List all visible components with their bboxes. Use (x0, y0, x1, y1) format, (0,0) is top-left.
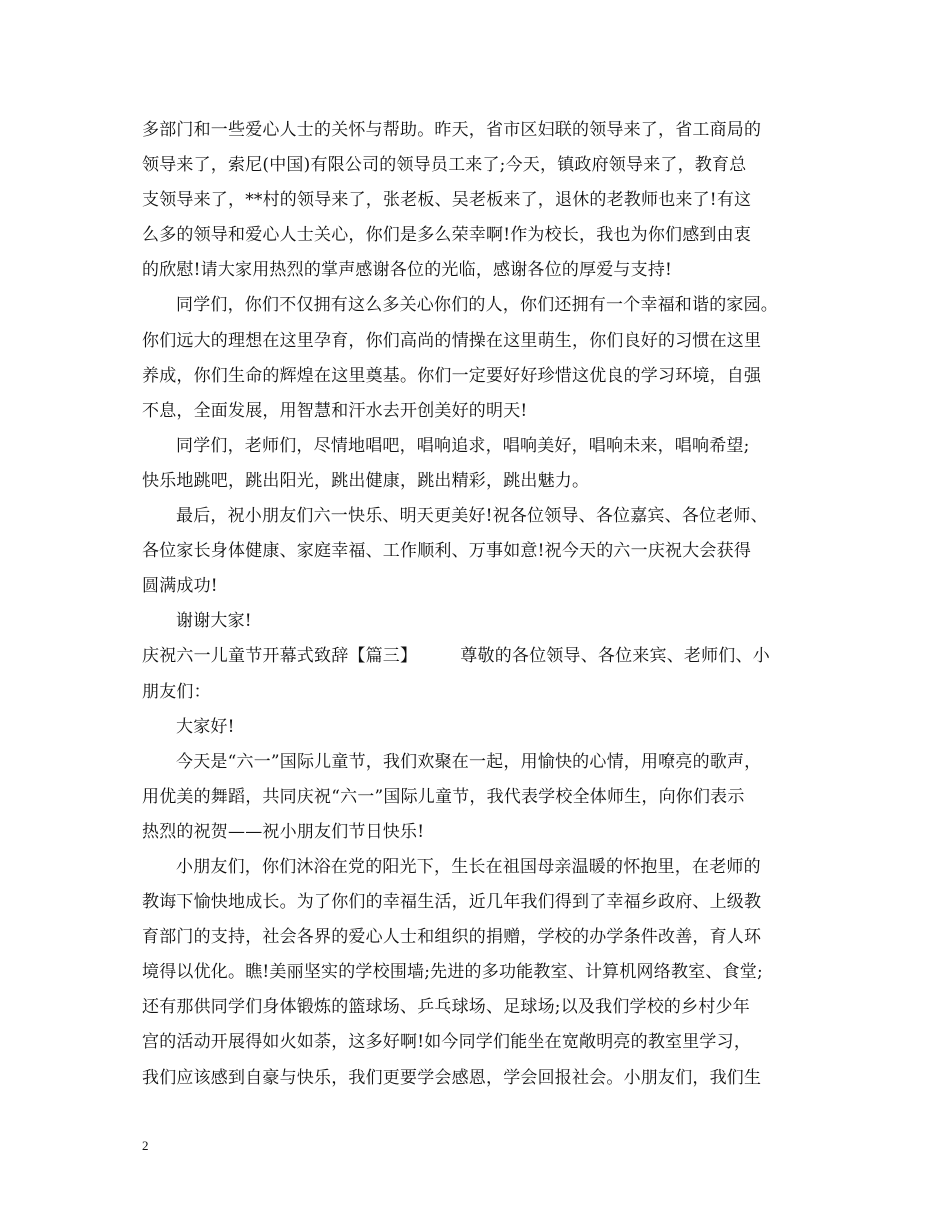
text-line: 同学们，老师们，尽情地唱吧，唱响追求，唱响美好，唱响未来，唱响希望; (176, 435, 750, 456)
text-line: 么多的领导和爱心人士关心，你们是多么荣幸啊!作为校长，我也为你们感到由衷 (142, 225, 752, 246)
text-line: 朋友们： (142, 681, 211, 702)
text-line: 的欣慰!请大家用热烈的掌声感谢各位的光临，感谢各位的厚爱与支持! (142, 260, 673, 281)
document-body (142, 113, 842, 1096)
text-line: 支领导来了，**村的领导来了，张老板、吴老板来了，退休的老教师也来了!有这 (142, 190, 752, 211)
text-line: 圆满成功! (142, 576, 218, 597)
text-line: 最后，祝小朋友们六一快乐、明天更美好!祝各位领导、各位嘉宾、各位老师、 (176, 506, 768, 527)
text-line: 教诲下愉快地成长。为了你们的幸福生活，近几年我们得到了幸福乡政府、上级教 (142, 892, 762, 913)
text-line: 养成，你们生命的辉煌在这里奠基。你们一定要好好珍惜这优良的学习环境，自强 (142, 365, 762, 386)
text-line: 多部门和一些爱心人士的关怀与帮助。昨天，省市区妇联的领导来了，省工商局的 (142, 120, 762, 140)
text-line: 境得以优化。瞧!美丽坚实的学校围墙;先进的多功能教室、计算机网络教室、食堂; (142, 962, 763, 983)
text-line: 各位家长身体健康、家庭幸福、工作顺利、万事如意!祝今天的六一庆祝大会获得 (142, 541, 752, 562)
text-line: 热烈的祝贺——祝小朋友们节日快乐! (142, 821, 425, 842)
text-line: 小朋友们，你们沐浴在党的阳光下，生长在祖国母亲温暖的怀抱里，在老师的 (176, 856, 761, 877)
text-line: 大家好! (176, 716, 235, 737)
text-line: 我们应该感到自豪与快乐，我们更要学会感恩，学会回报社会。小朋友们，我们生 (142, 1067, 762, 1088)
page-number: 2 (142, 1138, 149, 1153)
text-line: 育部门的支持，社会各界的爱心人士和组织的捐赠，学校的办学条件改善，育人环 (142, 927, 762, 948)
text-line: 快乐地跳吧，跳出阳光，跳出健康，跳出精彩，跳出魅力。 (142, 470, 590, 491)
text-line: 用优美的舞蹈，共同庆祝“六一”国际儿童节，我代表学校全体师生，向你们表示 (142, 786, 745, 807)
text-line: 领导来了，索尼(中国)有限公司的领导员工来了;今天，镇政府领导来了，教育总 (142, 155, 747, 176)
text-line: 宫的活动开展得如火如荼，这多好啊!如今同学们能坐在宽敞明亮的教室里学习， (142, 1032, 752, 1053)
text-line: 今天是“六一”国际儿童节，我们欢聚在一起，用愉快的心情，用嘹亮的歌声， (176, 751, 762, 772)
text-line: 同学们，你们不仅拥有这么多关心你们的人，你们还拥有一个幸福和谐的家园。 (176, 295, 778, 316)
text-line: 还有那供同学们身体锻炼的篮球场、乒乓球场、足球场;以及我们学校的乡村少年 (142, 997, 750, 1018)
text-line: 谢谢大家! (176, 611, 252, 632)
text-line: 你们远大的理想在这里孕育，你们高尚的情操在这里萌生，你们良好的习惯在这里 (142, 330, 762, 351)
text-line: 庆祝六一儿童节开幕式致辞【篇三】 尊敬的各位领导、各位来宾、老师们、小 (142, 646, 770, 667)
text-line: 不息，全面发展，用智慧和汗水去开创美好的明天! (142, 400, 528, 421)
